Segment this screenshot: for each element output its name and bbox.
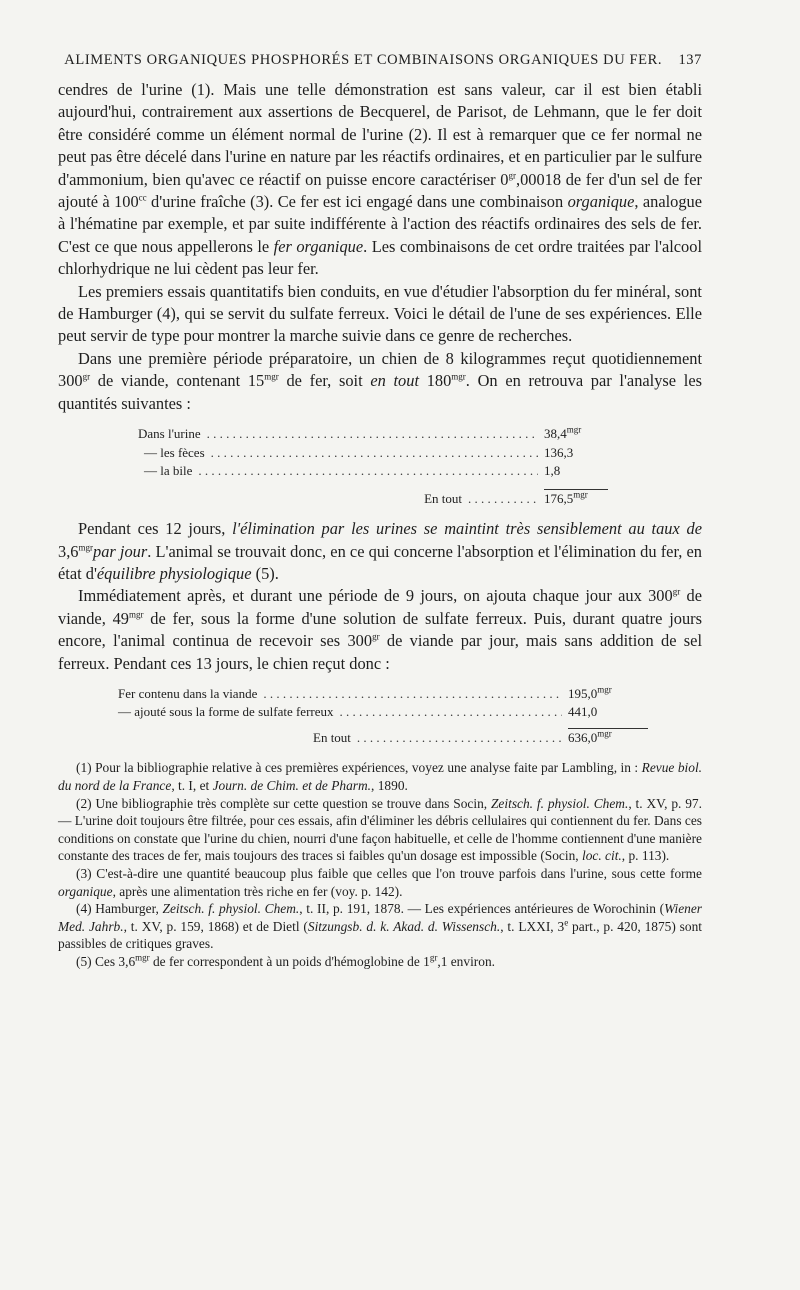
table-total-row: En tout . . . $636,0^{mgr}$ bbox=[118, 728, 648, 748]
footnotes bbox=[58, 759, 702, 970]
table-row: Dans l'urine . . . $38,4^{mgr}$ bbox=[138, 425, 608, 444]
running-title: ALIMENTS ORGANIQUES PHOSPHORÉS ET COMBINAISONS ORGANIQUES DU FER. bbox=[64, 52, 663, 68]
paragraph-4: Pendant ces 12 jours, l'élimination par les urines se maintint très sensiblement au taux de $3,6^{mgr}par$ jour. L'animal se trouvait donc, en ce qui concerne l'absorption et l'élimination du fer, en état d'équilibre physiologique (5). bbox=[58, 519, 702, 583]
table-row: Fer contenu dans la viande . . . $195,0^{mgr}$ bbox=[118, 685, 648, 704]
footnote-4: (4) Hamburger, Zeitsch. f. physiol. Chem., t. II, p. 191, 1878. — Les expériences antérieures de Worochinin (Wiener Med. Jahrb., t. XV, p. 159, 1868) et de Dietl (Sitzungsb. d. k. Akad. d. Wissensch., t. LXXI, 3e part., p. 420, 1875) sont passibles de critiques graves. bbox=[58, 901, 703, 952]
iron-intake-table bbox=[118, 685, 648, 748]
footnote-2: (2) Une bibliographie très complète sur cette question se trouve dans Socin, Zeitsch. f. physiol. Chem., t. XV, p. 97. — L'urine doit toujours être filtrée, pour ces essais, afin d'éliminer les débris cellulaires qui contiennent du fer. Dans ces conditions on constate que l'urine du chien, nourri d'une façon habituelle, et celle de l'homme contiennent d'une manière constante des traces de fer, mais toujours des traces si faibles qu'un dosage est impossible (Socin, loc. cit., p. 113). bbox=[58, 795, 702, 864]
table-row: — ajouté sous la forme de sulfate ferreux . . . 441,0 bbox=[118, 703, 648, 722]
iron-elimination-table bbox=[138, 425, 608, 508]
main-text bbox=[58, 79, 702, 747]
paragraph-5: Immédiatement après, et durant une période de 9 jours, on ajouta chaque jour aux $300^{gr}$ de viande, $49^{mgr}$ de fer, sous la forme d'une solution de sulfate ferreux. Puis, durant quatre jours encore, l'animal continua de recevoir ses $300^{gr}$ de viande par jour, mais sans addition de sel ferreux. Pendant ces 13 jours, le chien reçut donc : bbox=[58, 586, 703, 673]
footnote-5: (5) Ces $3,6^{mgr}$ de fer correspondent à un poids d'hémoglobine de $1^{gr},1$ environ. bbox=[76, 952, 495, 969]
table-row: — les fèces . . . 136,3 bbox=[138, 444, 608, 463]
footnote-3: (3) C'est-à-dire une quantité beaucoup plus faible que celles que l'on trouve parfois dans l'urine, sous cette forme organique, après une alimentation très riche en fer (voy. p. 142). bbox=[58, 866, 702, 899]
paragraph-2: Les premiers essais quantitatifs bien conduits, en vue d'étudier l'absorption du fer minéral, sont de Hamburger (4), qui se servit du sulfate ferreux. Voici le détail de l'une de ses expériences. Elle peut servir de type pour montrer la marche suivie dans ce genre de recherches. bbox=[58, 281, 702, 346]
paragraph-1: cendres de l'urine (1). Mais une telle démonstration est sans valeur, car il est bien établi aujourd'hui, contrairement aux assertions de Becquerel, de Parisot, de Lehmann, que le fer doit être considéré comme un élément normal de l'urine (2). Il est à remarquer que ce fer normal ne peut pas être décelé dans l'urine en nature par les réactifs ordinaires, et en particulier par le sulfure d'ammonium, bien qu'avec ce réactif on puisse encore caractériser $0^{gr},00018$ de fer d'un sel de fer ajouté à $100^{cc}$ d'urine fraîche (3). Ce fer est ici engagé dans une combinaison organique, analogue à l'hématine par exemple, et par suite indifférente à l'action des réactifs ordinaires des sels de fer. C'est ce que nous appellerons le fer organique. Les combinaisons de cet ordre traitées par l'alcool chlorhydrique ne lui cèdent pas leur fer. bbox=[58, 80, 703, 279]
page-number: 137 bbox=[678, 52, 702, 68]
paragraph-3: Dans une première période préparatoire, un chien de 8 kilogrammes reçut quotidiennement $300^{gr}$ de viande, contenant $15^{mgr}$ de fer, soit en tout $180^{mgr}$. On en retrouva par l'analyse les quantités suivantes : bbox=[58, 348, 702, 413]
table-row: — la bile . . . 1,8 bbox=[138, 462, 608, 481]
running-header bbox=[58, 52, 702, 69]
footnote-1: (1) Pour la bibliographie relative à ces premières expériences, voyez une analyse faite par Lambling, in : Revue biol. du nord de la France, t. I, et Journ. de Chim. et de Pharm., 1890. bbox=[58, 760, 703, 794]
table-total-row: En tout . . . $176,5^{mgr}$ bbox=[138, 489, 608, 509]
